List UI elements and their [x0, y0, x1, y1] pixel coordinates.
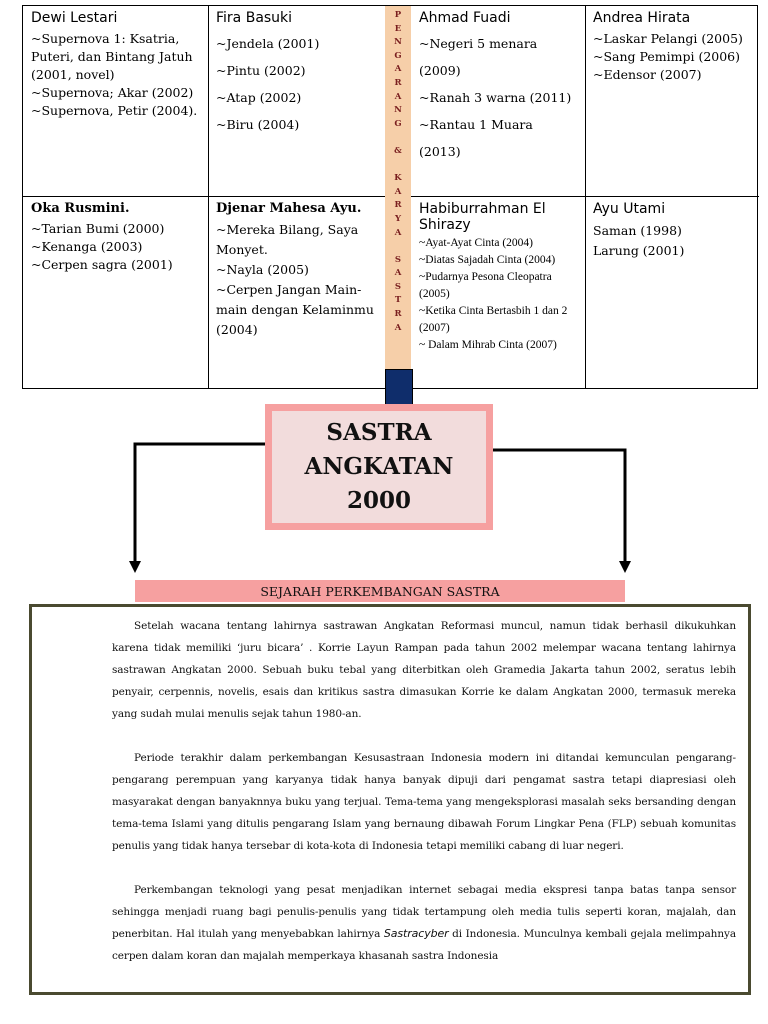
works-list — [593, 221, 751, 261]
work-item: ~Cerpen Jangan Main-main dengan Kelaminmu (2004) — [216, 282, 374, 337]
authors-table — [22, 5, 758, 389]
spine-letter: N — [394, 105, 402, 116]
work-item: ~Rantau 1 Muara (2013) — [419, 117, 533, 159]
spine-letter: A — [394, 322, 402, 333]
work-item: ~Sang Pemimpi (2006) — [593, 49, 741, 64]
work-item: ~Supernova 1: Ksatria, Puteri, dan Bintang Jatuh (2001, novel) — [31, 31, 193, 82]
spine-letter: A — [394, 91, 402, 102]
works-list — [31, 220, 200, 274]
paragraph — [112, 879, 736, 967]
work-item: ~Kenanga (2003) — [31, 239, 143, 254]
right-arrow-line — [493, 450, 625, 562]
left-arrow-head — [129, 561, 141, 573]
section-header: SEJARAH PERKEMBANGAN SASTRA — [135, 580, 625, 602]
work-item: ~Supernova, Petir (2004). — [31, 103, 198, 118]
work-item: ~Supernova; Akar (2002) — [31, 85, 194, 100]
author-cell-oka-rusmini — [23, 197, 208, 390]
spine-letter: A — [394, 227, 402, 238]
work-item: ~Laskar Pelangi (2005) — [593, 31, 743, 46]
main-topic-line: ANGKATAN — [304, 453, 454, 480]
spine-letter: R — [394, 77, 402, 88]
author-cell-fira-basuki — [208, 6, 385, 196]
paragraph-text: di Indonesia. Munculnya kembali gejala melimpahnya cerpen dalam koran dan majalah memperkaya khasanah sastra Indonesia — [112, 928, 736, 962]
spine-letter: Y — [394, 213, 402, 224]
author-name: Ahmad Fuadi — [419, 10, 511, 26]
author-cell-dewi-lestari — [23, 6, 208, 196]
spine-letter: S — [394, 254, 402, 265]
spine-letter: A — [394, 64, 402, 75]
author-name: Ayu Utami — [593, 201, 666, 217]
pengarang-karya-sastra-spine — [385, 6, 411, 388]
work-item: ~Ranah 3 warna (2011) — [419, 90, 572, 105]
works-list — [216, 220, 377, 340]
work-item: ~ Dalam Mihrab Cinta (2007) — [419, 339, 557, 351]
work-item: Saman (1998) — [593, 223, 682, 238]
author-cell-ahmad-fuadi — [411, 6, 585, 196]
paragraph: Setelah wacana tentang lahirnya sastrawan Angkatan Reformasi muncul, namun tidak berhasil dikukuhkan karena tidak memiliki ‘juru bicara’ . Korrie Layun Rampan pada tahun 2002 melempar wacana tentang lahirnya sastrawan Angkatan 2000. Sebuah buku tebal yang diterbitkan oleh Gramedia Jakarta tahun 2002, seratus lebih penyair, cerpennis, novelis, esais dan kritikus sastra dimasukan Korrie ke dalam Angkatan 2000, termasuk mereka yang sudah mulai menulis sejak tahun 1980-an. — [112, 620, 736, 720]
right-arrow-head — [619, 561, 631, 573]
main-topic-box — [265, 404, 493, 530]
author-name: Habiburrahman El Shirazy — [419, 201, 546, 233]
author-name: Djenar Mahesa Ayu. — [216, 201, 362, 216]
main-topic-inner — [272, 411, 486, 523]
author-cell-ayu-utami — [585, 197, 759, 390]
main-topic-line: SASTRA — [326, 419, 432, 446]
author-cell-djenar-mahesa-ayu — [208, 197, 385, 390]
paragraph-text: Perkembangan teknologi yang pesat menjadikan internet sebagai media ekspresi tanpa batas tanpa sensor sehingga menjadi ruang bagi penulis-penulis yang tidak tertampung oleh media tulis seperti koran, majalah, dan penerbitan. Hal itulah yang menyebabkan lahirnya — [112, 884, 736, 940]
work-item: ~Tarian Bumi (2000) — [31, 221, 165, 236]
spine-letter: P — [394, 10, 402, 20]
work-item: ~Cerpen sagra (2001) — [31, 257, 173, 272]
work-item: ~Edensor (2007) — [593, 67, 702, 82]
spine-letter: N — [394, 37, 402, 48]
work-item: Larung (2001) — [593, 243, 685, 258]
spine-letter: R — [394, 309, 402, 320]
work-item: ~Negeri 5 menara (2009) — [419, 36, 538, 78]
left-arrow-line — [135, 444, 265, 562]
author-cell-andrea-hirata — [585, 6, 759, 196]
spine-letter: E — [394, 23, 402, 34]
spine-letter: G — [394, 118, 402, 129]
spine-letter: T — [394, 295, 402, 306]
spine-letter: K — [394, 173, 402, 184]
spine-letter: G — [394, 50, 402, 61]
work-item: ~Nayla (2005) — [216, 262, 309, 277]
author-cell-habiburrahman-el-shirazy — [411, 197, 585, 390]
author-name: Dewi Lestari — [31, 10, 118, 26]
history-text-box — [29, 604, 751, 995]
spine-letter: S — [394, 281, 402, 292]
works-list — [419, 235, 577, 354]
work-item: ~Pintu (2002) — [216, 63, 306, 78]
works-list — [419, 30, 577, 165]
spine-letter: R — [394, 200, 402, 211]
author-name: Fira Basuki — [216, 10, 293, 26]
author-name: Andrea Hirata — [593, 10, 691, 26]
work-item: ~Mereka Bilang, Saya Monyet. — [216, 222, 359, 257]
works-list — [31, 30, 200, 120]
work-item: ~Ketika Cinta Bertasbih 1 dan 2 (2007) — [419, 305, 568, 334]
work-item: ~Biru (2004) — [216, 117, 300, 132]
paragraph-italic-term: Sastracyber — [383, 927, 449, 940]
work-item: ~Pudarnya Pesona Cleopatra (2005) — [419, 271, 552, 300]
work-item: ~Diatas Sajadah Cinta (2004) — [419, 254, 556, 266]
spine-letter: & — [394, 145, 402, 156]
works-list — [593, 30, 751, 84]
main-topic-line: 2000 — [346, 487, 411, 514]
paragraph: Periode terakhir dalam perkembangan Kesusastraan Indonesia modern ini ditandai kemunculan pengarang-pengarang perempuan yang karyanya tidak hanya banyak dipuji dari pengamat sastra tetapi diapresiasi oleh masyarakat dengan banyaknnya buku yang terjual. Tema-tema yang mengeksplorasi masalah seks bersanding dengan tema-tema Islami yang ditulis pengarang Islam yang bernaung dibawah Forum Lingkar Pena (FLP) sebuah komunitas penulis yang tidak hanya tersebar di kota-kota di Indonesia tetapi memiliki cabang di luar negeri. — [112, 752, 736, 852]
author-name: Oka Rusmini. — [31, 201, 130, 216]
works-list — [216, 30, 377, 138]
work-item: ~Ayat-Ayat Cinta (2004) — [419, 237, 533, 249]
work-item: ~Jendela (2001) — [216, 36, 320, 51]
work-item: ~Atap (2002) — [216, 90, 302, 105]
spine-letter: A — [394, 268, 402, 279]
spine-letter: A — [394, 186, 402, 197]
